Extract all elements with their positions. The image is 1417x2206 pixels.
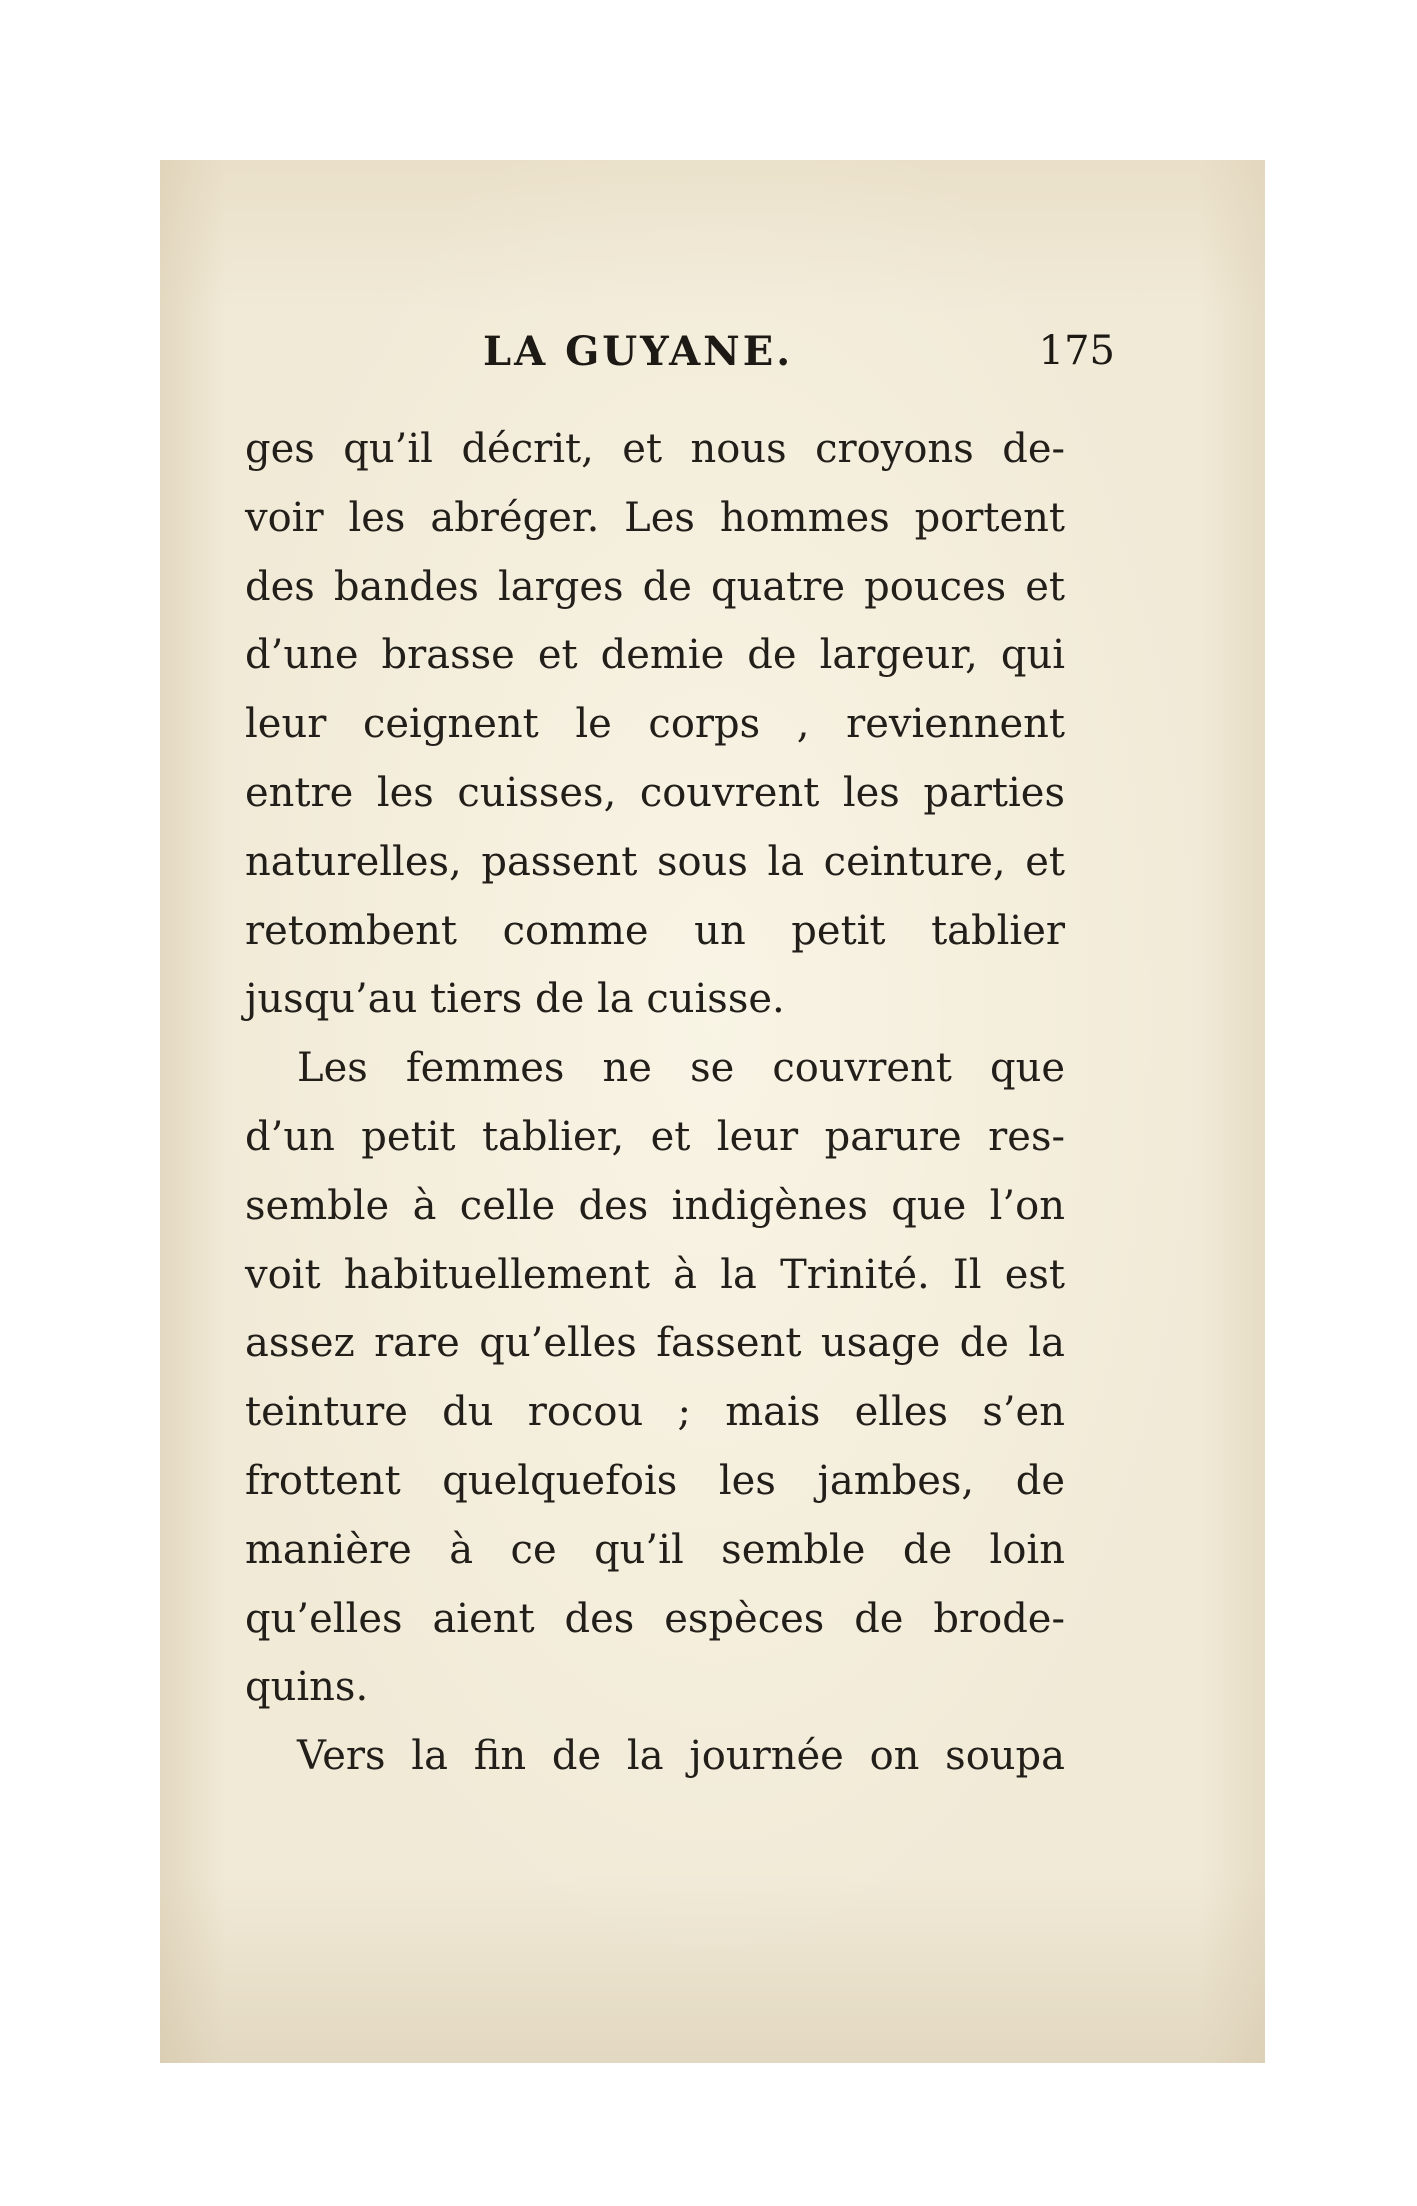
body-text	[245, 415, 1065, 1791]
text-line: d’un petit tablier, et leur parure res-	[245, 1113, 1065, 1160]
text-line: manière à ce qu’il semble de loin	[245, 1526, 1065, 1573]
text-line: retombent comme un petit tablier	[245, 907, 1065, 954]
text-line: quins.	[245, 1664, 369, 1711]
text-line: naturelles, passent sous la ceinture, et	[245, 838, 1065, 885]
text-line: entre les cuisses, couvrent les parties	[245, 769, 1065, 816]
book-page	[160, 160, 1265, 2063]
text-line: assez rare qu’elles fassent usage de la	[245, 1320, 1065, 1367]
page-number: 175	[1038, 328, 1115, 374]
running-title: LA GUYANE.	[483, 328, 794, 375]
text-line: voit habituellement à la Trinité. Il est	[245, 1251, 1065, 1298]
text-line: voir les abréger. Les hommes portent	[245, 494, 1065, 541]
paragraph-start-line: Les femmes ne se couvrent que	[297, 1045, 1065, 1092]
text-line: frottent quelquefois les jambes, de	[245, 1457, 1065, 1504]
text-line: ges qu’il décrit, et nous croyons de-	[245, 426, 1065, 472]
paragraph-start-line: Vers la fin de la journée on soupa	[297, 1733, 1065, 1780]
page-header	[160, 328, 1265, 388]
text-line: teinture du rocou ; mais elles s’en	[245, 1389, 1065, 1436]
text-line: d’une brasse et demie de largeur, qui	[245, 632, 1065, 679]
text-line: jusqu’au tiers de la cuisse.	[245, 976, 785, 1023]
text-line: semble à celle des indigènes que l’on	[245, 1182, 1065, 1229]
text-line: qu’elles aient des espèces de brode-	[245, 1595, 1065, 1642]
text-line: leur ceignent le corps , reviennent	[245, 701, 1065, 748]
text-line: des bandes larges de quatre pouces et	[245, 563, 1065, 610]
